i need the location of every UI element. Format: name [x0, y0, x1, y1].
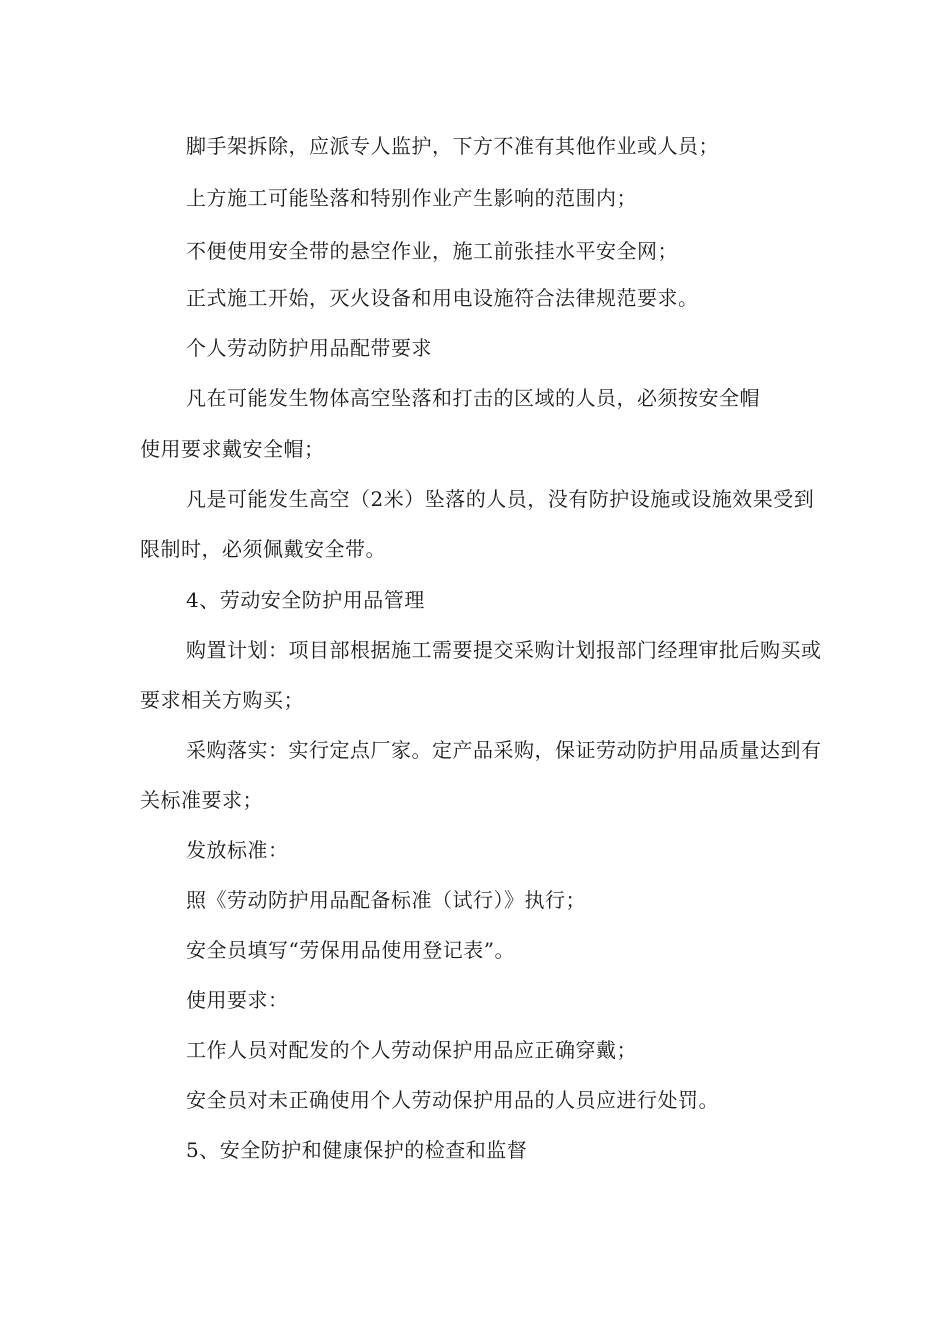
- paragraph-line: 脚手架拆除，应派专人监护，下方不准有其他作业或人员；: [186, 134, 719, 158]
- section-heading: 个人劳动防护用品配带要求: [186, 336, 432, 360]
- paragraph-line: 不便使用安全带的悬空作业，施工前张挂水平安全网；: [186, 239, 678, 263]
- paragraph-line: 照《劳动防护用品配备标准（试行）》执行；: [186, 888, 586, 912]
- paragraph-line: 使用要求戴安全帽；: [140, 437, 325, 461]
- paragraph-line: 限制时，必须佩戴安全带。: [140, 537, 386, 561]
- section-heading: 5、安全防护和健康保护的检查和监督: [186, 1138, 528, 1162]
- paragraph-line: 上方施工可能坠落和特别作业产生影响的范围内；: [186, 186, 637, 210]
- paragraph-line: 采购落实：实行定点厂家。定产品采购，保证劳动防护用品质量达到有: [186, 738, 822, 762]
- section-heading: 4、劳动安全防护用品管理: [186, 588, 425, 612]
- paragraph-line: 安全员对未正确使用个人劳动保护用品的人员应进行处罚。: [186, 1088, 719, 1112]
- paragraph-line: 安全员填写“劳保用品使用登记表”。: [186, 938, 515, 962]
- paragraph-line: 工作人员对配发的个人劳动保护用品应正确穿戴；: [186, 1038, 637, 1062]
- paragraph-line: 凡是可能发生高空（2米）坠落的人员，没有防护设施或设施效果受到: [186, 487, 815, 511]
- paragraph-line: 正式施工开始，灭火设备和用电设施符合法律规范要求。: [186, 286, 699, 310]
- paragraph-line: 关标准要求；: [140, 788, 263, 812]
- paragraph-line: 发放标准：: [186, 838, 289, 862]
- paragraph-line: 凡在可能发生物体高空坠落和打击的区域的人员，必须按安全帽: [186, 386, 760, 410]
- paragraph-line: 使用要求：: [186, 988, 289, 1012]
- paragraph-line: 购置计划：项目部根据施工需要提交采购计划报部门经理审批后购买或: [186, 638, 822, 662]
- paragraph-line: 要求相关方购买；: [140, 688, 304, 712]
